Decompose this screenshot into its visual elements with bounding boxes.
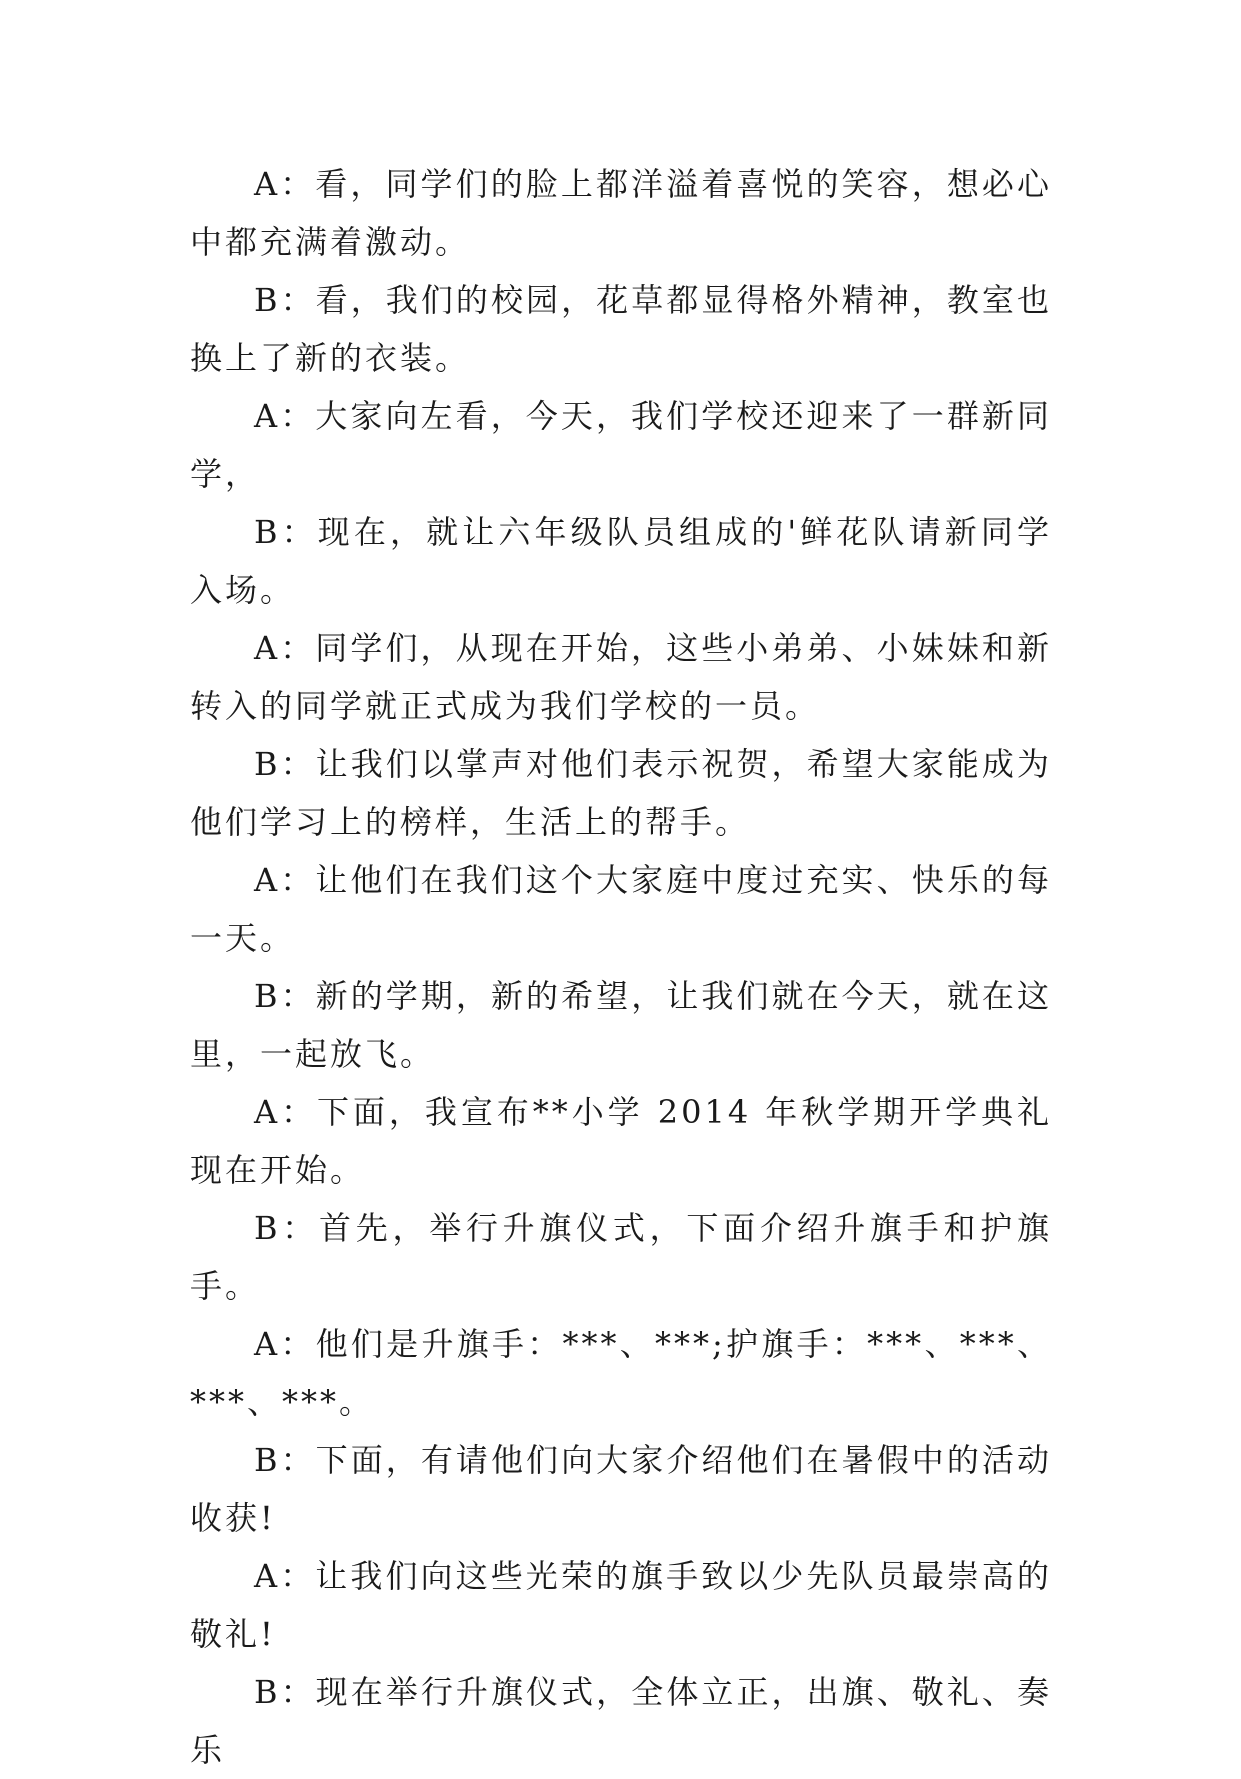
- paragraph: B：下面，有请他们向大家介绍他们在暑假中的活动收获!: [190, 1441, 1052, 1537]
- paragraph: A：让他们在我们这个大家庭中度过充实、快乐的每一天。: [190, 861, 1052, 957]
- paragraph: A：让我们向这些光荣的旗手致以少先队员最崇高的敬礼!: [190, 1557, 1052, 1653]
- paragraph: B：首先，举行升旗仪式，下面介绍升旗手和护旗手。: [190, 1209, 1052, 1305]
- paragraph: B：看，我们的校园，花草都显得格外精神，教室也换上了新的衣装。: [190, 281, 1052, 377]
- paragraph: A：他们是升旗手：***、***;护旗手：***、***、***、***。: [190, 1325, 1052, 1421]
- document-body: [190, 155, 1052, 1779]
- paragraph: B：让我们以掌声对他们表示祝贺，希望大家能成为他们学习上的榜样，生活上的帮手。: [190, 745, 1052, 841]
- paragraph: B：现在举行升旗仪式，全体立正，出旗、敬礼、奏乐: [190, 1673, 1052, 1769]
- paragraph: A：大家向左看，今天，我们学校还迎来了一群新同学，: [190, 397, 1052, 493]
- paragraph: B：现在，就让六年级队员组成的'鲜花队请新同学入场。: [190, 513, 1052, 609]
- paragraph: B：新的学期，新的希望，让我们就在今天，就在这里，一起放飞。: [190, 977, 1052, 1073]
- paragraph: A：下面，我宣布**小学 2014 年秋学期开学典礼现在开始。: [190, 1093, 1052, 1189]
- paragraph: A：同学们，从现在开始，这些小弟弟、小妹妹和新转入的同学就正式成为我们学校的一员。: [190, 629, 1052, 725]
- paragraph: A：看，同学们的脸上都洋溢着喜悦的笑容，想必心中都充满着激动。: [190, 165, 1052, 261]
